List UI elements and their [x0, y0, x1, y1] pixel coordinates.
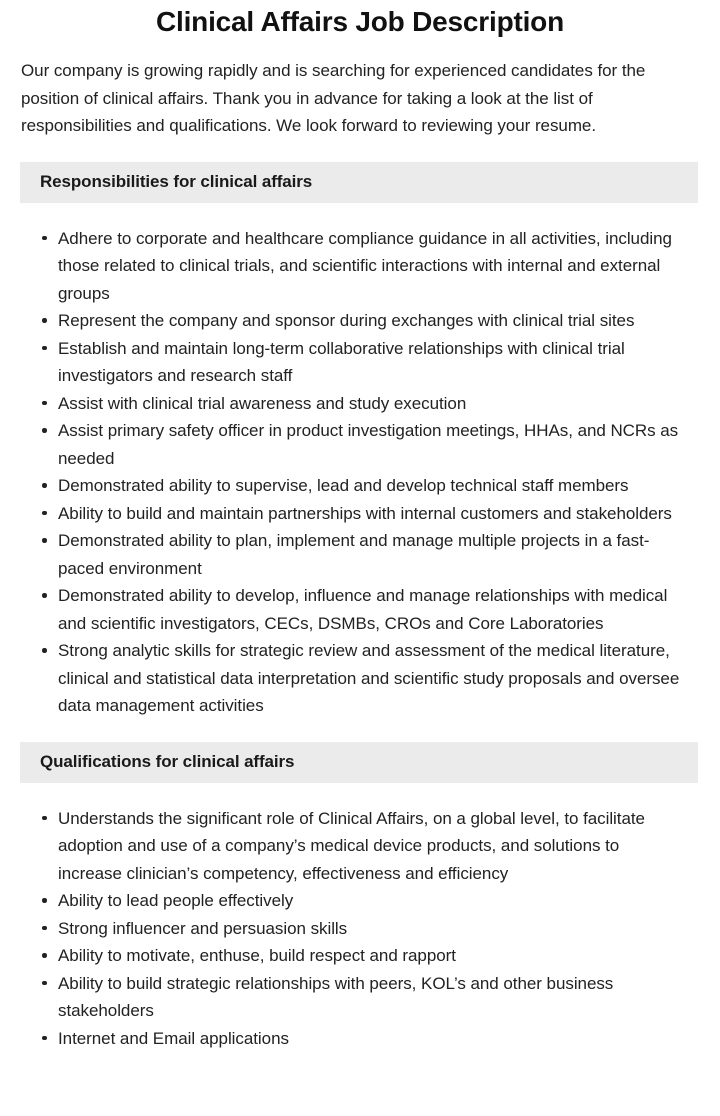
section-header-qualifications: Qualifications for clinical affairs [20, 742, 698, 783]
page-title: Clinical Affairs Job Description [156, 6, 564, 37]
list-item [0, 582, 720, 637]
list-item [0, 915, 720, 943]
bullet-icon [42, 898, 47, 903]
list-item-text: Assist primary safety officer in product investigation meetings, HHAs, and NCRs as needed [58, 421, 679, 468]
list-item-text: Ability to motivate, enthuse, build respect and rapport [58, 946, 456, 965]
section-responsibilities [0, 162, 720, 720]
section-header-responsibilities: Responsibilities for clinical affairs [20, 162, 698, 203]
bullet-icon [42, 401, 47, 406]
bullet-icon [42, 318, 47, 323]
list-item-text: Demonstrated ability to develop, influence and manage relationships with medical and scientific investigators, CECs, DSMBs, CROs and Core Laboratories [58, 586, 668, 633]
list-item [0, 390, 720, 418]
list-item-text: Strong influencer and persuasion skills [58, 918, 348, 938]
list-item [0, 335, 720, 390]
job-description-page [0, 5, 720, 1116]
list-item [0, 527, 720, 582]
list-item-text: Internet and Email applications [58, 1028, 289, 1048]
list-item [0, 942, 720, 970]
list-item-text: Adhere to corporate and healthcare compliance guidance in all activities, including those related to clinical trials, and scientific interactions with internal and external groups [58, 228, 672, 303]
list-item-text: Ability to build strategic relationships with peers, KOL’s and other business stakeholders [58, 973, 614, 1020]
list-item-text: Ability to lead people effectively [58, 891, 294, 910]
section-qualifications [0, 742, 720, 1053]
bullet-icon [42, 483, 47, 488]
bottom-spacer [0, 1052, 720, 1072]
list-item-text: Represent the company and sponsor during exchanges with clinical trial sites [58, 311, 635, 330]
list-item [0, 307, 720, 335]
bullet-icon [42, 511, 47, 516]
bullet-icon [42, 953, 47, 958]
bullet-icon [42, 1036, 47, 1041]
list-item [0, 500, 720, 528]
list-item-text: Demonstrated ability to supervise, lead and develop technical staff members [58, 476, 629, 495]
list-item-text: Establish and maintain long-term collaborative relationships with clinical trial investigators and research staff [58, 338, 625, 385]
bullet-icon [42, 538, 47, 543]
list-item-text: Understands the significant role of Clinical Affairs, on a global level, to facilitate adoption and use of a company’s medical device products, and solutions to increase clinician’s competency, effectiveness and efficiency [58, 808, 645, 883]
list-item-text: Ability to build and maintain partnerships with internal customers and stakeholders [58, 503, 672, 523]
qualifications-list [0, 805, 720, 1053]
bullet-icon [42, 346, 47, 351]
list-item [0, 887, 720, 915]
bullet-icon [42, 648, 47, 653]
list-item [0, 472, 720, 500]
list-item [0, 805, 720, 888]
list-item-text: Assist with clinical trial awareness and study execution [58, 393, 467, 413]
responsibilities-list [0, 225, 720, 720]
bullet-icon [42, 236, 47, 241]
list-item-text: Strong analytic skills for strategic review and assessment of the medical literature, clinical and statistical data interpretation and scientific study proposals and oversee data management activities [58, 641, 680, 715]
list-item [0, 225, 720, 308]
bullet-icon [42, 428, 47, 433]
list-item [0, 417, 720, 472]
bullet-icon [42, 926, 47, 931]
intro-paragraph: Our company is growing rapidly and is searching for experienced candidates for the position of clinical affairs. Thank you in advance for taking a look at the list of responsibilities and qualifications. We look forward to reviewing your resume. [21, 61, 646, 135]
list-item-text: Demonstrated ability to plan, implement and manage multiple projects in a fast-paced environment [58, 531, 650, 578]
list-item [0, 1025, 720, 1053]
list-item [0, 637, 720, 720]
bullet-icon [42, 593, 47, 598]
bullet-icon [42, 981, 47, 986]
list-item [0, 970, 720, 1025]
bullet-icon [42, 816, 47, 821]
